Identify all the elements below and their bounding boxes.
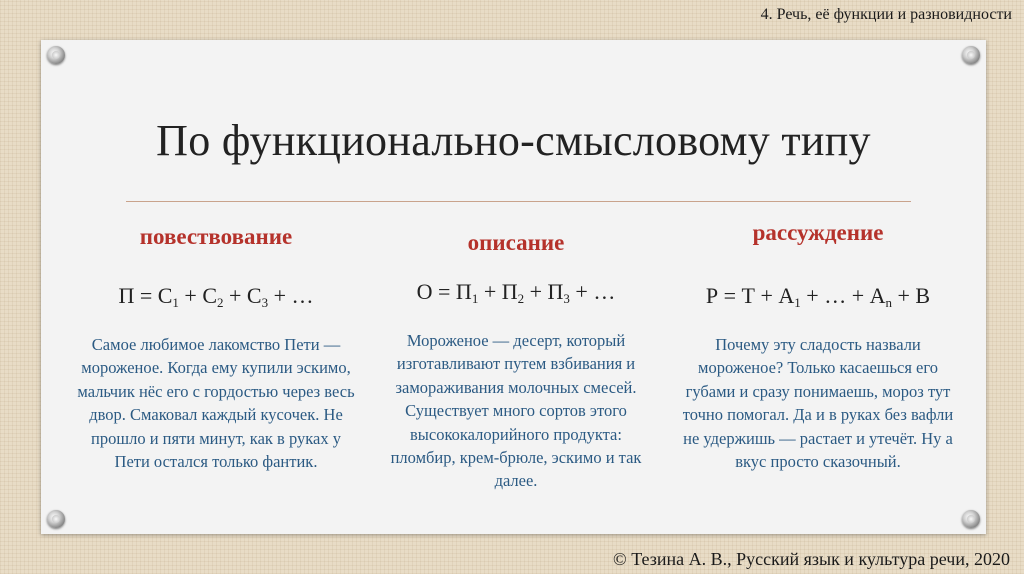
column-heading: рассуждение [752, 220, 884, 245]
slide-card [41, 40, 986, 534]
column-narration [71, 220, 361, 473]
column-formula: $О = П_1 + П_2 + П_3$ + … [416, 279, 616, 306]
column-description [371, 220, 661, 493]
column-formula: $Р = Т + А_1$ + … + $А_n + В$ [705, 283, 931, 310]
column-heading: повествование [139, 224, 293, 249]
column-example-text: Почему эту сладость назвали мороженое? Только касаешься его губами и сразу понимаешь, мороз тут точно помогал. Да и в руках без вафли не удержишь — растает и утечёт. Ну а вкус просто сказочный. [682, 335, 954, 472]
pin-icon [962, 510, 980, 528]
header-caption: 4. Речь, её функции и разновидности [760, 6, 1012, 23]
column-formula: $П = С_1 + С_2 + С_3$ + … [118, 283, 314, 310]
slide-title: По функционально-смысловому типу [156, 116, 871, 165]
pin-icon [47, 510, 65, 528]
pin-icon [962, 46, 980, 64]
column-example-text: Мороженое — десерт, который изготавливают путем взбивания и замораживания молочных смесей. Существует много сортов этого высококалорийного продукта: пломбир, крем-брюле, эскимо и так далее. [390, 331, 642, 491]
pin-icon [47, 46, 65, 64]
column-heading: описание [467, 230, 565, 255]
column-example-text: Самое любимое лакомство Пети — мороженое. Когда ему купили эскимо, мальчик нёс его с гордостью через весь двор. Смаковал каждый кусочек. Не прошло и пяти минут, как в руках у Пети остался только фантик. [77, 335, 355, 472]
footer-caption: © Тезина А. В., Русский язык и культура речи, 2020 [613, 549, 1010, 569]
column-reasoning [673, 220, 963, 473]
title-divider [126, 201, 911, 202]
